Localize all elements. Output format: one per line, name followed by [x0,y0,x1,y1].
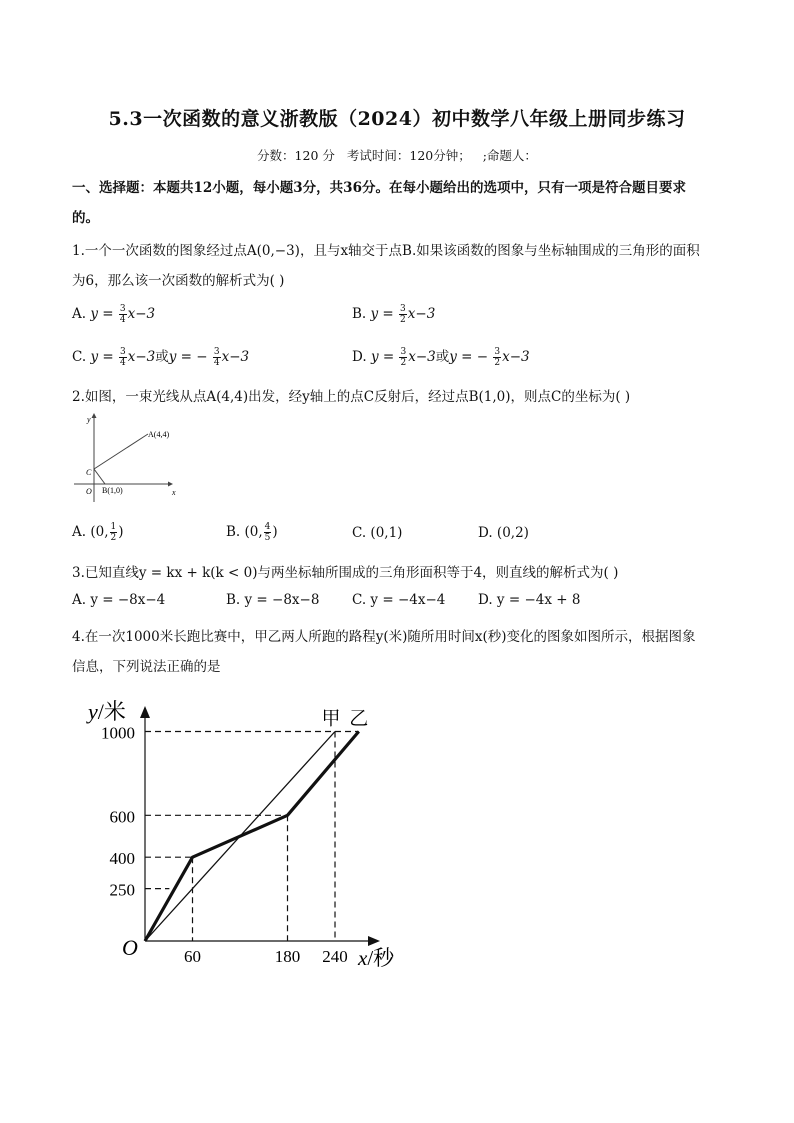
y-tick-250: 250 [109,880,135,900]
q2-origin-label: O [86,487,92,496]
x-tick-60: 60 [184,947,202,966]
x-tick-180: 180 [274,947,301,966]
time-text: 考试时间：120分钟； [346,148,471,163]
q3-stem: 3.已知直线y = kx + k(k < 0)与两坐标轴所围成的三角形面积等于4，则直线的解析式为( ) [72,565,619,581]
series-jia-label: 甲 [321,708,341,730]
series-yi-line [145,732,359,942]
q2-y-label: y [87,415,91,424]
q4-stem-line2: 信息，下列说法正确的是 [72,659,221,675]
x-axis-label: x/秒 [358,946,395,970]
section-heading-line2: 的。 [72,210,99,226]
q2-option-a[interactable]: A. (0, $\frac{1}{2}$ ) [72,522,124,543]
q4-stem-line1: 4.在一次1000米长跑比赛中，甲乙两人所跑的路程y(米)随所用时间x(秒)变化的图象如图所示，根据图象 [72,629,696,645]
section-heading-line1: 一、选择题：本题共12小题，每小题3分，共36分。在每小题给出的选项中，只有一项是符合题目要求 [72,180,686,196]
q3-option-c[interactable]: C. y = −4x−4 [352,592,446,608]
q2-option-c[interactable]: C. (0,1) [352,525,403,541]
q2-point-c-label: C [86,468,92,477]
q1-stem-line2: 为6，那么该一次函数的解析式为( ) [72,273,285,289]
series-yi-label: 乙 [349,708,369,730]
y-tick-400: 400 [109,849,135,869]
q2-x-label: x [172,488,176,497]
y-tick-1000: 1000 [101,723,135,743]
q2-point-a-label: A(4,4) [148,430,170,439]
x-tick-240: 240 [322,947,348,966]
q2-option-d[interactable]: D. (0,2) [478,525,529,541]
q1-option-c[interactable]: C. y = $\frac{3}{4}$ x−3或y = − $\frac{3}{4}$ x−3 [72,347,250,368]
x-axis-arrow [368,936,380,946]
q2-option-b[interactable]: B. (0, $\frac{4}{5}$ ) [226,522,278,543]
q2-point-b-label: B(1,0) [102,486,123,495]
y-axis-arrow [140,706,150,718]
q1-option-d[interactable]: D. y = $\frac{3}{2}$ x−3或y = − $\frac{3}{2}$ x−3 [352,347,530,368]
q3-option-a[interactable]: A. y = −8x−4 [72,592,166,608]
y-tick-600: 600 [109,807,135,827]
q1-option-b[interactable]: B. y = $\frac{3}{2}$ x−3 [352,304,436,325]
q1-option-a[interactable]: A. y = $\frac{3}{4}$ x−3 [72,304,156,325]
author-text: ;命题人： [482,148,537,163]
q3-option-b[interactable]: B. y = −8x−8 [226,592,320,608]
q1-stem-line1: 1.一个一次函数的图象经过点A(0,−3)，且与x轴交于点B.如果该函数的图象与坐标轴围成的三角形的面积 [72,243,700,259]
score-text: 分数：120 分 [257,148,335,163]
y-axis-label: y/米 [88,699,126,724]
page-title: 5.3一次函数的意义浙教版（2024）初中数学八年级上册同步练习 [108,108,686,130]
q2-stem: 2.如图，一束光线从点A(4,4)出发，经y轴上的点C反射后，经过点B(1,0)，则点C的坐标为( ) [72,389,631,405]
q3-option-d[interactable]: D. y = −4x + 8 [478,592,581,608]
origin-label: O [122,935,138,960]
